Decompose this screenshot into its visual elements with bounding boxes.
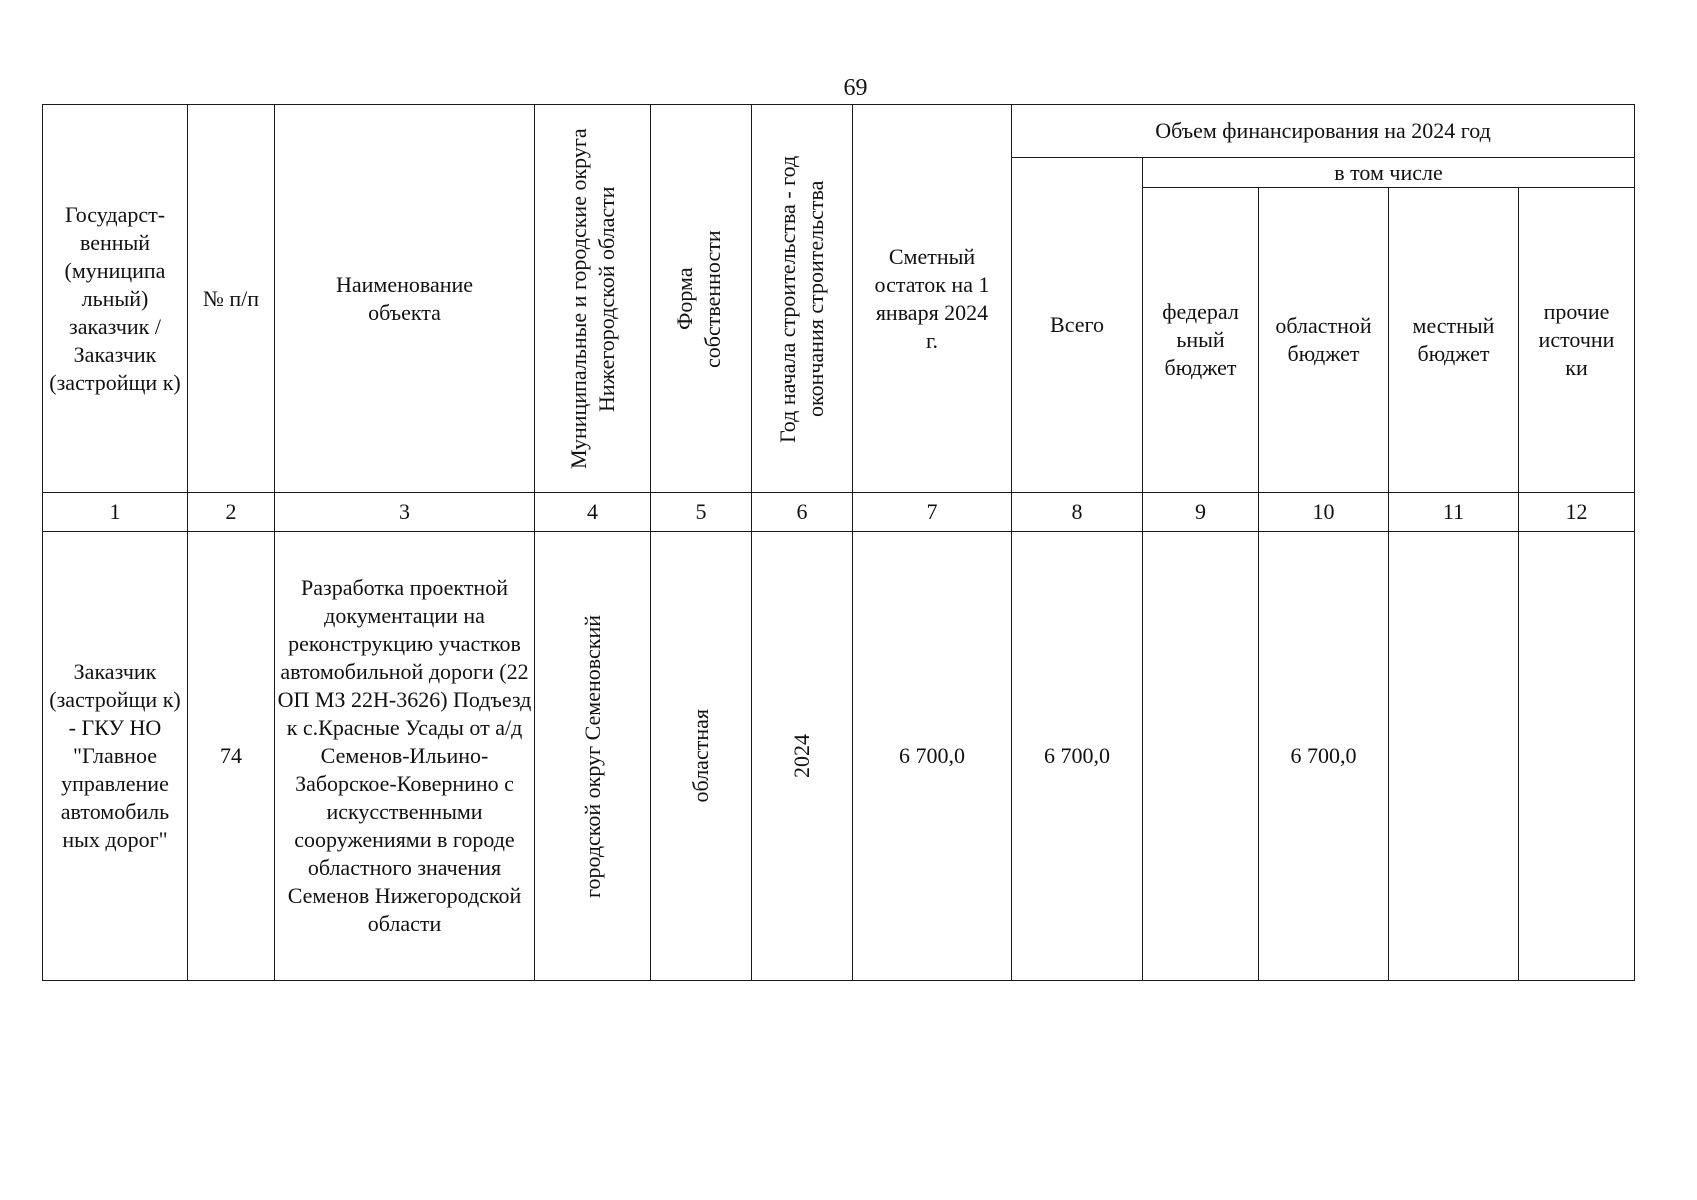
header-federal-budget: федерал ьный бюджет [1143,188,1259,493]
cell-regional-budget: 6 700,0 [1259,532,1389,981]
header-local-budget: местный бюджет [1389,188,1519,493]
financing-table [42,104,1635,981]
cell-object-name: Разработка проектной документации на реконструкцию участков автомобильной дороги (22 ОП МЗ 22Н-3626) Подъезд к с.Красные Усады от а/д Семенов-Ильино-Заборское-Ковернино с искусственными сооружениями в городе областного значения Семенов Нижегородской области [275,532,535,981]
header-including: в том числе [1143,158,1635,188]
column-number: 11 [1389,493,1519,532]
header-municipality: Муниципальные и городские округа Нижегородской области [535,105,651,493]
column-number: 7 [853,493,1012,532]
cell-other-sources [1519,532,1635,981]
cell-estimate-balance: 6 700,0 [853,532,1012,981]
header-estimate-balance: Сметный остаток на 1 января 2024 г. [853,105,1012,493]
header-funding-group: Объем финансирования на 2024 год [1012,105,1635,158]
header-regional-budget: областной бюджет [1259,188,1389,493]
header-other-sources: прочие источни ки [1519,188,1635,493]
header-ownership: Форма собственности [651,105,752,493]
column-number: 10 [1259,493,1389,532]
cell-ownership: областная [651,532,752,981]
column-number: 9 [1143,493,1259,532]
cell-number: 74 [188,532,275,981]
header-years: Год начала строительства - год окончания строительства [752,105,853,493]
column-number: 5 [651,493,752,532]
header-customer: Государст-венный (муниципа льный) заказчик / Заказчик (застройщи к) [43,105,188,493]
column-number: 6 [752,493,853,532]
cell-customer: Заказчик (застройщи к) - ГКУ НО "Главное управление автомобиль ных дорог" [43,532,188,981]
cell-municipality: городской округ Семеновский [535,532,651,981]
column-number: 8 [1012,493,1143,532]
column-number-row [43,493,1635,532]
header-number: № п/п [188,105,275,493]
cell-federal-budget [1143,532,1259,981]
table-row [43,532,1635,981]
header-total: Всего [1012,158,1143,493]
column-number: 1 [43,493,188,532]
page-number: 69 [843,75,868,101]
cell-total: 6 700,0 [1012,532,1143,981]
column-number: 12 [1519,493,1635,532]
column-number: 3 [275,493,535,532]
header-object-name: Наименование объекта [275,105,535,493]
cell-years: 2024 [752,532,853,981]
column-number: 4 [535,493,651,532]
cell-local-budget [1389,532,1519,981]
column-number: 2 [188,493,275,532]
